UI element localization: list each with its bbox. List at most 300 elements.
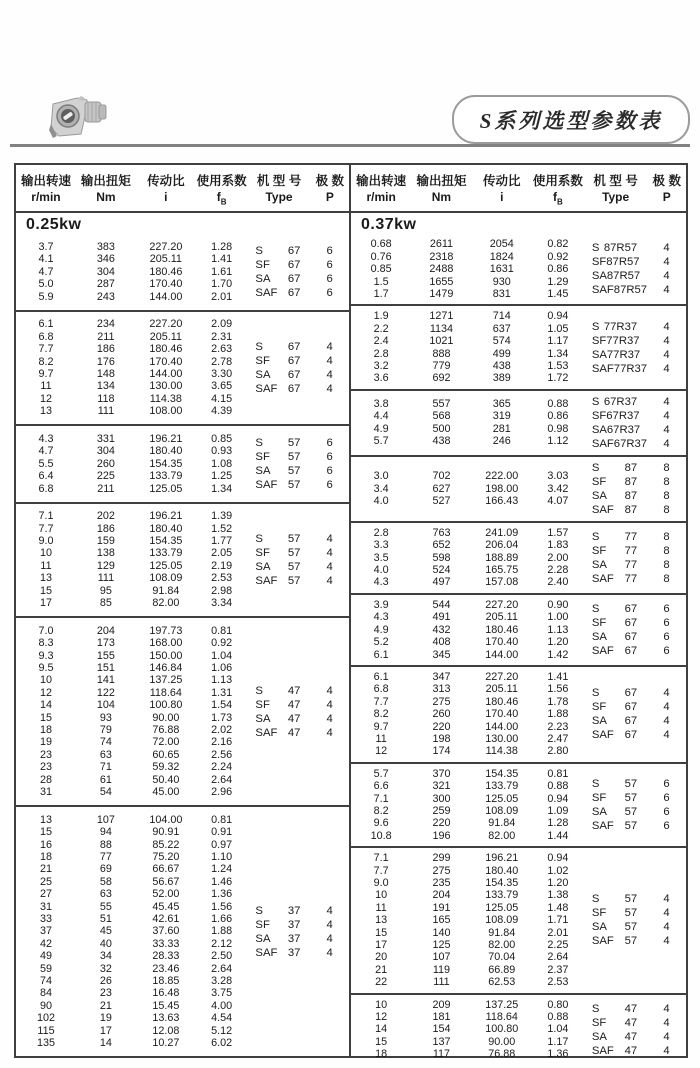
cell-speed: 2.4 <box>373 335 389 348</box>
cell-ratio: 154.35 <box>485 767 519 780</box>
cell-speed: 3.6 <box>373 372 389 385</box>
ratio-group <box>351 304 686 388</box>
selection-table <box>14 163 688 1061</box>
type-line <box>584 334 686 348</box>
table-row <box>351 470 584 482</box>
table-row <box>351 683 584 695</box>
table-row <box>16 405 247 417</box>
cell-speed: 6.6 <box>373 780 389 793</box>
table-row <box>351 780 584 792</box>
table-row <box>16 699 247 711</box>
cell-speed: 9.0 <box>38 535 54 547</box>
cell-torque: 26 <box>99 974 112 987</box>
cell-ratio: 114.38 <box>485 745 518 758</box>
model-size: 77R37 <box>606 348 641 361</box>
cell-fb: 3.34 <box>211 597 233 610</box>
cell-speed: 15 <box>39 711 52 724</box>
cell-torque: 347 <box>432 670 451 683</box>
poles-value: 4 <box>326 340 333 353</box>
cell-fb: 1.31 <box>211 686 233 699</box>
type-line <box>584 558 686 572</box>
cell-ratio: 118.64 <box>485 1011 518 1024</box>
cell-ratio: 82.00 <box>488 829 516 842</box>
cell-speed: 1.7 <box>373 288 389 301</box>
model-label <box>584 819 647 833</box>
table-right-half <box>351 165 686 1061</box>
model-size: 77 <box>624 544 638 557</box>
type-block <box>247 904 349 960</box>
cell-torque: 88 <box>99 838 112 851</box>
table-row <box>351 348 584 360</box>
cell-speed: 5.5 <box>38 457 54 470</box>
cell-speed: 6.8 <box>38 482 54 495</box>
type-line <box>584 409 686 423</box>
model-label <box>247 450 310 464</box>
model-size: 47 <box>287 726 301 739</box>
header-output-speed: 输出转速 r/min <box>20 174 71 204</box>
cell-ratio: 66.89 <box>488 963 516 976</box>
ratio-group <box>16 310 349 425</box>
model-label <box>584 777 647 791</box>
type-block <box>584 686 686 742</box>
cell-speed: 6.4 <box>38 470 54 483</box>
type-line <box>247 368 349 382</box>
table-row <box>16 761 247 773</box>
cell-speed: 23 <box>39 761 52 774</box>
model-label <box>584 791 647 805</box>
poles-value: 4 <box>663 935 670 948</box>
cell-torque: 71 <box>99 761 112 774</box>
type-line <box>584 475 686 489</box>
model-label <box>247 904 310 918</box>
model-size: 57 <box>624 921 638 934</box>
model-prefix: SF <box>591 791 607 804</box>
cell-speed: 15 <box>39 826 52 839</box>
cell-ratio: 180.46 <box>485 695 519 708</box>
model-label <box>584 630 647 644</box>
model-size: 67R37 <box>603 395 638 408</box>
table-row <box>351 1048 584 1060</box>
cell-speed: 135 <box>36 1037 55 1049</box>
cell-ratio: 438 <box>492 360 511 373</box>
model-prefix: SF <box>591 334 607 347</box>
data-rows <box>351 470 584 507</box>
type-line <box>247 478 349 492</box>
cell-fb: 2.50 <box>211 950 233 963</box>
model-prefix: SA <box>591 921 607 934</box>
model-size: 47 <box>624 1002 638 1015</box>
model-size: 57 <box>624 907 638 920</box>
type-block <box>247 684 349 740</box>
cell-speed: 9.3 <box>38 649 54 662</box>
model-size: 87R57 <box>606 270 641 283</box>
cell-speed: 12 <box>375 1011 388 1024</box>
type-line <box>247 946 349 960</box>
cell-torque: 204 <box>96 624 115 637</box>
ratio-group <box>351 593 686 665</box>
table-row <box>351 721 584 733</box>
cell-fb: 0.82 <box>547 238 569 251</box>
cell-ratio: 90.00 <box>152 711 180 724</box>
cell-fb: 2.31 <box>211 330 233 343</box>
cell-fb: 1.36 <box>547 1048 569 1061</box>
model-label <box>584 489 647 503</box>
cell-ratio: 108.09 <box>485 804 519 817</box>
cell-fb: 0.88 <box>547 398 569 411</box>
table-row <box>16 736 247 748</box>
model-prefix: S <box>591 242 600 255</box>
cell-fb: 2.24 <box>211 761 233 774</box>
model-label <box>247 244 310 258</box>
table-row <box>16 253 247 265</box>
table-row <box>351 951 584 963</box>
cell-fb: 0.81 <box>211 813 233 826</box>
poles-value: 4 <box>663 1044 670 1057</box>
cell-fb: 1.28 <box>547 817 569 830</box>
cell-torque: 111 <box>433 976 450 989</box>
model-label <box>584 283 647 297</box>
cell-torque: 85 <box>99 597 112 610</box>
type-line <box>247 382 349 396</box>
model-prefix: SA <box>591 270 607 283</box>
cell-torque: 1655 <box>429 275 454 288</box>
cell-speed: 90 <box>39 999 52 1012</box>
poles-value: 4 <box>663 348 670 361</box>
cell-speed: 14 <box>39 699 52 712</box>
model-label <box>247 918 310 932</box>
model-size: 87 <box>624 475 638 488</box>
poles-value: 4 <box>663 395 670 408</box>
cell-fb: 2.28 <box>547 564 569 577</box>
table-row <box>351 964 584 976</box>
cell-fb: 1.72 <box>547 372 569 385</box>
model-prefix: SA <box>591 348 607 361</box>
cell-speed: 1.5 <box>373 275 389 288</box>
table-row <box>351 852 584 864</box>
cell-fb: 1.73 <box>211 711 233 724</box>
type-line <box>247 712 349 726</box>
cell-fb: 1.24 <box>211 863 233 876</box>
cell-speed: 9.0 <box>373 877 389 890</box>
table-row <box>16 650 247 662</box>
model-label <box>584 728 647 742</box>
table-row <box>16 625 247 637</box>
model-label <box>584 714 647 728</box>
header-divider-rule <box>10 144 690 147</box>
table-row <box>351 927 584 939</box>
cell-ratio: 52.00 <box>152 888 180 901</box>
cell-ratio: 133.79 <box>485 889 519 902</box>
cell-speed: 2.8 <box>373 347 389 360</box>
type-line <box>584 489 686 503</box>
model-label <box>584 255 647 269</box>
cell-ratio: 28.33 <box>152 950 180 963</box>
cell-torque: 186 <box>96 343 115 356</box>
cell-torque: 438 <box>432 435 451 448</box>
header-ratio: 传动比 i <box>147 174 185 204</box>
cell-fb: 4.00 <box>211 999 233 1012</box>
type-line <box>247 354 349 368</box>
type-line <box>584 602 686 616</box>
cell-torque: 173 <box>96 637 115 650</box>
cell-fb: 1.39 <box>211 510 233 523</box>
type-line <box>584 241 686 255</box>
cell-ratio: 205.11 <box>485 683 518 696</box>
cell-ratio: 389 <box>492 372 511 385</box>
data-rows <box>351 527 584 589</box>
type-line <box>584 530 686 544</box>
cell-torque: 299 <box>432 852 451 865</box>
table-row <box>351 251 584 263</box>
table-row <box>351 423 584 435</box>
model-label <box>247 354 310 368</box>
ratio-group <box>351 234 686 304</box>
model-size: 57 <box>624 777 638 790</box>
model-prefix: SAF <box>255 574 278 587</box>
model-label <box>584 920 647 934</box>
cell-ratio: 82.00 <box>152 597 180 610</box>
poles-value: 6 <box>326 436 333 449</box>
model-size: 67 <box>287 259 301 272</box>
cell-torque: 111 <box>97 405 115 418</box>
type-block <box>584 602 686 658</box>
type-block <box>584 395 686 451</box>
table-row <box>351 805 584 817</box>
model-size: 47 <box>287 698 301 711</box>
cell-speed: 7.7 <box>373 695 389 708</box>
cell-fb: 2.53 <box>211 572 233 585</box>
cell-speed: 13 <box>39 405 52 418</box>
cell-fb: 1.06 <box>211 661 233 674</box>
data-rows <box>351 768 584 842</box>
cell-fb: 1.34 <box>211 482 233 495</box>
table-row <box>351 939 584 951</box>
model-label <box>584 334 647 348</box>
model-size: 67 <box>287 245 301 258</box>
cell-speed: 4.3 <box>373 576 389 589</box>
model-size: 67 <box>287 340 301 353</box>
cell-ratio: 150.00 <box>149 649 183 662</box>
cell-ratio: 42.61 <box>152 912 180 925</box>
cell-speed: 21 <box>39 863 52 876</box>
cell-torque: 702 <box>432 470 451 483</box>
table-row <box>351 276 584 288</box>
cell-fb: 1.71 <box>547 914 569 927</box>
cell-ratio: 104.00 <box>149 813 183 826</box>
table-row <box>16 1000 247 1012</box>
model-label <box>584 269 647 283</box>
model-label <box>584 616 647 630</box>
model-prefix: SAF <box>255 382 278 395</box>
table-row <box>16 331 247 343</box>
poles-value: 4 <box>326 932 333 945</box>
cell-torque: 259 <box>432 804 451 817</box>
model-size: 67 <box>287 354 301 367</box>
type-line <box>584 934 686 948</box>
cell-speed: 13 <box>39 572 52 585</box>
type-block <box>247 340 349 396</box>
table-row <box>351 902 584 914</box>
cell-torque: 544 <box>432 598 451 611</box>
cell-ratio: 91.84 <box>488 817 516 830</box>
type-line <box>584 395 686 409</box>
cell-ratio: 108.09 <box>149 572 183 585</box>
type-line <box>584 791 686 805</box>
cell-fb: 0.94 <box>547 852 569 865</box>
model-prefix: SA <box>255 932 271 945</box>
model-prefix: SAF <box>255 478 278 491</box>
type-block <box>247 532 349 588</box>
type-line <box>247 436 349 450</box>
model-size: 67R37 <box>606 423 641 436</box>
ratio-group <box>351 846 686 992</box>
table-row <box>351 372 584 384</box>
cell-fb: 2.64 <box>547 951 569 964</box>
cell-speed: 22 <box>375 976 388 989</box>
cell-torque: 148 <box>96 367 115 380</box>
cell-torque: 196 <box>432 829 451 842</box>
cell-fb: 1.48 <box>547 901 569 914</box>
type-line <box>584 320 686 334</box>
cell-speed: 15 <box>375 926 388 939</box>
model-size: 67 <box>624 602 638 615</box>
cell-fb: 2.63 <box>211 343 233 356</box>
model-size: 67R37 <box>613 437 648 450</box>
type-line <box>584 362 686 376</box>
type-block <box>584 777 686 833</box>
model-size: 67 <box>624 616 638 629</box>
cell-ratio: 227.20 <box>149 318 183 331</box>
data-rows <box>16 814 247 1050</box>
ratio-group <box>351 521 686 593</box>
cell-speed: 12 <box>39 686 52 699</box>
cell-ratio: 574 <box>492 335 511 348</box>
data-rows <box>351 852 584 988</box>
type-block <box>584 892 686 948</box>
cell-fb: 1.88 <box>211 925 233 938</box>
cell-torque: 174 <box>432 745 451 758</box>
cell-speed: 74 <box>39 974 52 987</box>
cell-speed: 37 <box>39 925 52 938</box>
type-line <box>584 644 686 658</box>
model-label <box>584 241 647 255</box>
model-label <box>247 532 310 546</box>
cell-fb: 2.12 <box>211 937 233 950</box>
table-row <box>16 774 247 786</box>
model-size: 37 <box>287 904 301 917</box>
cell-ratio: 180.40 <box>485 864 519 877</box>
table-row <box>351 611 584 623</box>
cell-torque: 55 <box>99 900 112 913</box>
cell-speed: 7.1 <box>373 852 389 865</box>
table-row <box>351 323 584 335</box>
cell-speed: 7.0 <box>38 624 54 637</box>
cell-fb: 1.42 <box>547 648 569 661</box>
cell-torque: 260 <box>432 708 451 721</box>
model-size: 77 <box>624 558 638 571</box>
cell-ratio: 114.38 <box>149 392 182 405</box>
model-size: 67 <box>624 644 638 657</box>
cell-ratio: 281 <box>492 422 511 435</box>
cell-ratio: 637 <box>492 322 511 335</box>
cell-ratio: 45.00 <box>152 786 180 798</box>
cell-ratio: 241.09 <box>485 526 519 539</box>
table-row <box>351 865 584 877</box>
cell-ratio: 205.11 <box>149 253 182 266</box>
cell-fb: 0.97 <box>211 838 233 851</box>
cell-speed: 18 <box>39 850 52 863</box>
poles-value: 8 <box>663 558 670 571</box>
cell-speed: 5.2 <box>373 636 389 649</box>
type-block <box>584 1002 686 1058</box>
model-size: 57 <box>287 436 301 449</box>
table-row <box>351 768 584 780</box>
table-row <box>16 913 247 925</box>
type-line <box>584 714 686 728</box>
type-line <box>584 1030 686 1044</box>
cell-ratio: 10.27 <box>152 1037 180 1049</box>
cell-speed: 7.1 <box>373 792 389 805</box>
table-row <box>16 356 247 368</box>
type-line <box>247 726 349 740</box>
header-poles: 极 数 P <box>315 174 345 204</box>
poles-value: 4 <box>663 256 670 269</box>
cell-torque: 40 <box>99 937 112 950</box>
cell-fb: 1.83 <box>547 539 569 552</box>
cell-speed: 115 <box>37 1024 55 1037</box>
type-line <box>247 464 349 478</box>
cell-ratio: 170.40 <box>485 708 519 721</box>
cell-fb: 0.85 <box>211 432 233 445</box>
type-line <box>247 450 349 464</box>
table-header <box>351 165 686 213</box>
poles-value: 4 <box>326 546 333 559</box>
cell-speed: 3.4 <box>373 482 389 495</box>
model-prefix: S <box>255 684 263 697</box>
table-row <box>16 458 247 470</box>
table-row <box>351 410 584 422</box>
model-label <box>584 423 647 437</box>
model-prefix: S <box>255 245 263 258</box>
cell-fb: 1.25 <box>211 470 233 483</box>
cell-ratio: 72.00 <box>152 736 180 749</box>
cell-ratio: 125.05 <box>485 901 519 914</box>
cell-fb: 0.93 <box>211 445 233 458</box>
cell-ratio: 125.05 <box>149 482 183 495</box>
cell-speed: 7.1 <box>38 510 54 523</box>
ratio-group <box>351 993 686 1065</box>
type-line <box>584 572 686 586</box>
table-row <box>16 851 247 863</box>
model-size: 57 <box>287 478 301 491</box>
cell-fb: 0.94 <box>547 310 569 323</box>
cell-ratio: 12.08 <box>152 1024 180 1037</box>
cell-ratio: 930 <box>492 275 511 288</box>
cell-torque: 107 <box>432 951 451 964</box>
ratio-group <box>16 234 349 309</box>
cell-ratio: 831 <box>492 288 511 301</box>
table-row <box>16 560 247 572</box>
cell-torque: 491 <box>432 611 451 624</box>
cell-torque: 63 <box>99 748 112 761</box>
cell-ratio: 227.20 <box>485 598 519 611</box>
cell-torque: 598 <box>432 551 451 564</box>
section-content <box>16 213 349 1056</box>
cell-torque: 220 <box>432 817 451 830</box>
model-prefix: SA <box>255 368 271 381</box>
cell-speed: 17 <box>375 939 388 952</box>
cell-torque: 383 <box>96 241 115 254</box>
